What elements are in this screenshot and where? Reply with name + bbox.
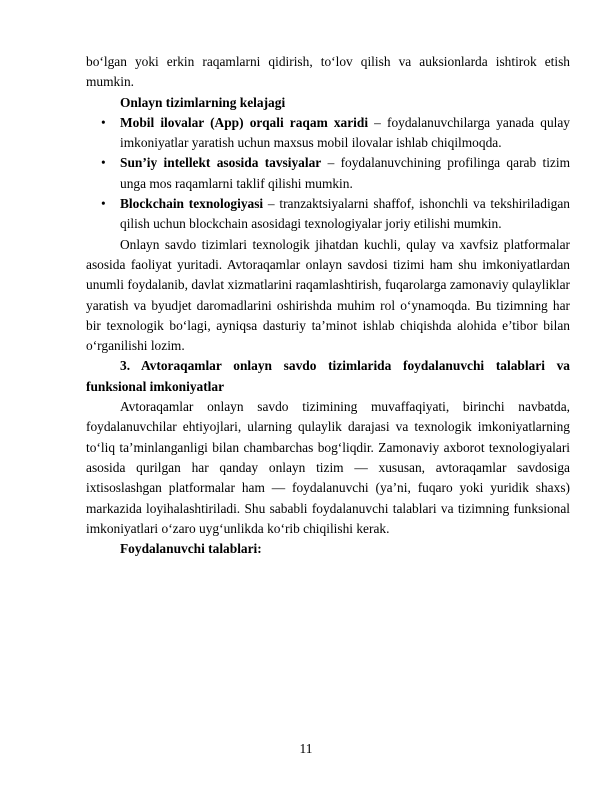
list-item-blockchain	[86, 194, 570, 235]
page-content	[86, 52, 570, 559]
list-item-text: – tranzaktsiyalarni shaffof, ishonchli va tekshiriladigan qilish uchun blockchain asosidagi texnologiyalar joriy etilishi mumkin.	[120, 196, 571, 232]
heading-online-systems-future: Onlayn tizimlarning kelajagi	[120, 94, 286, 110]
bullet-icon: •	[101, 196, 106, 212]
list-item-text: – foydalanuvchining profilinga qarab tizim unga mos raqamlarni taklif qilishi mumkin.	[120, 155, 571, 191]
list-item-title: Sun’iy intellekt asosida tavsiyalar	[120, 155, 322, 171]
heading-user-requirements: Foydalanuvchi talablari:	[120, 541, 262, 557]
list-item-title: Blockchain texnologiyasi	[120, 196, 264, 212]
feature-list	[86, 113, 570, 235]
section-heading: 3. Avtoraqamlar onlayn savdo tizimlarida foydalanuvchi talablari va funksional imkoniyatlar	[86, 358, 570, 394]
summary-paragraph: Onlayn savdo tizimlari texnologik jihatdan kuchli, qulay va xavfsiz platformalar asosida faoliyat yuritadi. Avtoraqamlar onlayn savdosi tizimi ham shu imkoniyatlardan unumli foydalanib, davlat xizmatlarini raqamlashtirish, fuqarolarga zamonaviy qulayliklar yaratish va byudjet daromadlarini oshirishda muhim rol o‘ynamoqda. Bu tizimning har bir texnologik bo‘lagi, ayniqsa dasturiy ta’minot ishlab chiqishda alohida e’tibor bilan o‘rganilishi lozim.	[86, 236, 570, 354]
page-number: 11	[299, 741, 313, 756]
list-item-ai-recommendations	[86, 153, 570, 194]
bullet-icon: •	[101, 155, 106, 171]
list-item-title: Mobil ilovalar (App) orqali raqam xaridi	[120, 114, 369, 130]
list-item-mobile-apps	[86, 113, 570, 154]
intro-paragraph: bo‘lgan yoki erkin raqamlarni qidirish, to‘lov qilish va auksionlarda ishtirok etish mumkin.	[86, 54, 570, 90]
bullet-icon: •	[101, 114, 106, 130]
list-item-text: – foydalanuvchilarga yanada qulay imkoniyatlar yaratish uchun maxsus mobil ilovalar ishlab chiqilmoqda.	[120, 114, 570, 151]
section-paragraph: Avtoraqamlar onlayn savdo tizimining muvaffaqiyati, birinchi navbatda, foydalanuvchilar ehtiyojlari, ularning qulaylik darajasi va texnologik imkoniyatlarning to‘liq ta’minlanganligi bilan chambarchas bog‘liqdir. Zamonaviy axborot texnologiyalari asosida qurilgan har qanday onlayn tizim — xususan, avtoraqamlar savdosiga ixtisoslashgan platformalar ham — foydalanuvchi (ya’ni, fuqaro yoki yuridik shaxs) markazida loyihalashtiriladi. Shu sababli foydalanuvchi talablari va tizimning funksional imkoniyatlari o‘zaro uyg‘unlikda ko‘rib chiqilishi kerak.	[86, 399, 570, 536]
